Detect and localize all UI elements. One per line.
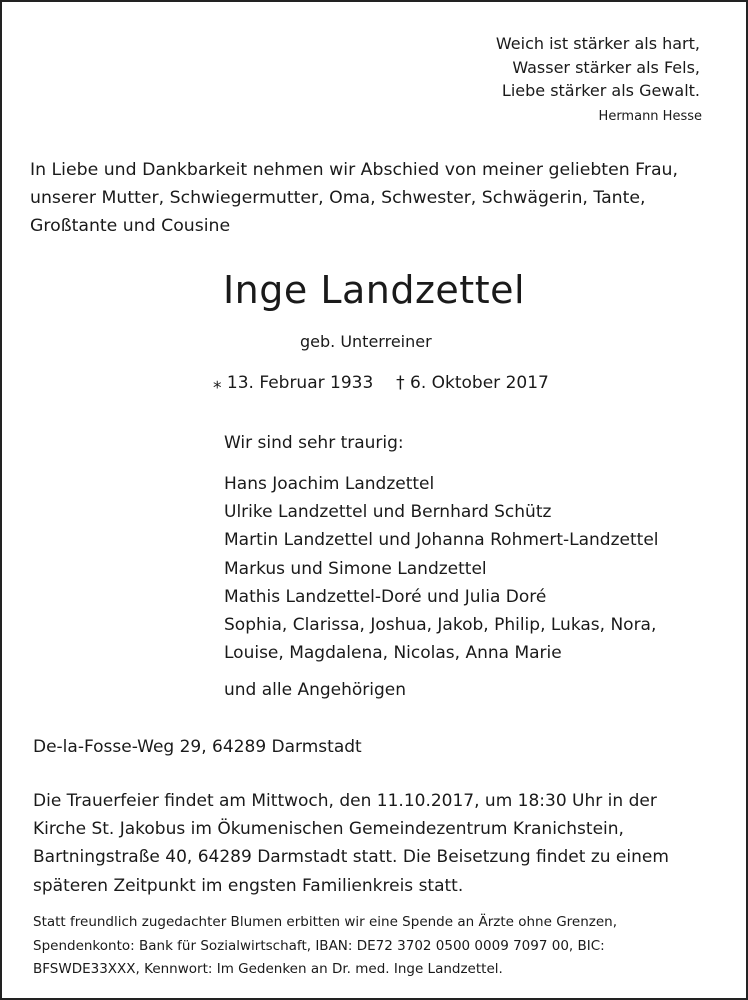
donation-line: Statt freundlich zugedachter Blumen erbitten wir eine Spende an Ärzte ohne Grenzen, xyxy=(33,914,618,930)
birth-star-icon: ⁎ xyxy=(213,373,222,393)
service-line: Kirche St. Jakobus im Ökumenischen Gemeindezentrum Kranichstein, xyxy=(33,819,624,840)
intro-line: unserer Mutter, Schwiegermutter, Oma, Schwester, Schwägerin, Tante, xyxy=(30,188,646,208)
funeral-service-info xyxy=(33,787,669,900)
family-address: De-la-Fosse-Weg 29, 64289 Darmstadt xyxy=(33,737,362,757)
maiden-name: geb. Unterreiner xyxy=(300,332,432,351)
mourner-line: Sophia, Clarissa, Joshua, Jakob, Philip, Lukas, Nora, xyxy=(224,615,657,636)
quote-line: Wasser stärker als Fels, xyxy=(512,57,700,77)
birth-date: 13. Februar 1933 xyxy=(226,373,374,393)
donation-info xyxy=(33,911,617,982)
mourners-list xyxy=(224,470,659,667)
mourners-heading: Wir sind sehr traurig: xyxy=(224,433,404,453)
mourner-line: Hans Joachim Landzettel xyxy=(224,474,435,494)
mourner-line: Louise, Magdalena, Nicolas, Anna Marie xyxy=(224,643,562,664)
service-line: Die Trauerfeier findet am Mittwoch, den 11.10.2017, um 18:30 Uhr in der xyxy=(33,791,657,811)
donation-line: BFSWDE33XXX, Kennwort: Im Gedenken an Dr. med. Inge Landzettel. xyxy=(33,961,503,977)
intro-line: In Liebe und Dankbarkeit nehmen wir Abschied von meiner geliebten Frau, xyxy=(30,160,678,180)
mourner-line: Ulrike Landzettel und Bernhard Schütz xyxy=(224,502,552,523)
service-line: späteren Zeitpunkt im engsten Familienkreis statt. xyxy=(33,875,464,896)
donation-line: Spendenkonto: Bank für Sozialwirtschaft, IBAN: DE72 3702 0500 0009 7097 00, BIC: xyxy=(33,937,605,954)
deceased-name: Inge Landzettel xyxy=(222,268,526,312)
quote-line: Weich ist stärker als hart, xyxy=(495,34,700,53)
mourner-line: Mathis Landzettel-Doré und Julia Doré xyxy=(224,586,547,607)
intro-text xyxy=(30,156,678,240)
life-dates xyxy=(213,370,549,396)
quote-line: Liebe stärker als Gewalt. xyxy=(501,81,700,100)
death-cross-icon: † xyxy=(396,373,405,393)
quote-author: Hermann Hesse xyxy=(598,108,702,124)
hesse-quote xyxy=(496,32,700,127)
mourner-line: Markus und Simone Landzettel xyxy=(224,558,487,579)
service-line: Bartningstraße 40, 64289 Darmstadt statt. Die Beisetzung findet zu einem xyxy=(33,847,669,868)
death-date: 6. Oktober 2017 xyxy=(410,373,549,393)
mourner-line: Martin Landzettel und Johanna Rohmert-Landzettel xyxy=(224,530,659,551)
intro-line: Großtante und Cousine xyxy=(30,216,231,236)
relatives-line: und alle Angehörigen xyxy=(224,680,407,700)
